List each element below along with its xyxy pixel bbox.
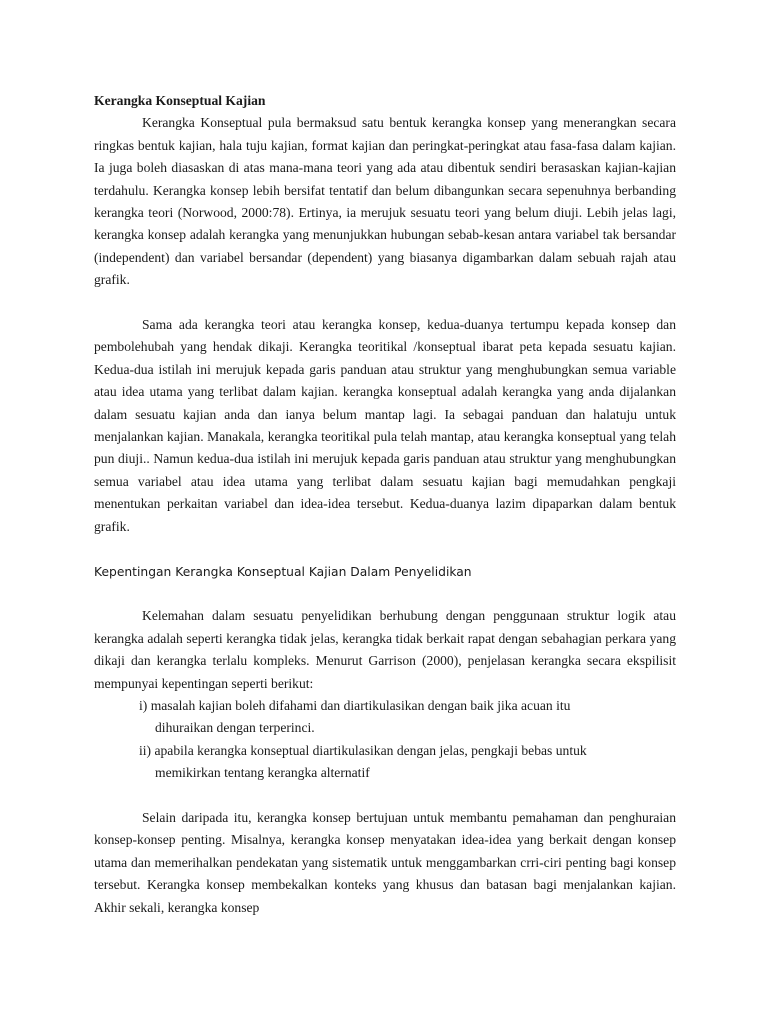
paragraph-1: Kerangka Konseptual pula bermaksud satu bentuk kerangka konsep yang menerangkan secara ringkas bentuk kajian, hala tuju kajian, format kajian dan peringkat-peringkat atau fasa-fasa dalam kajian. Ia juga boleh diasaskan di atas mana-mana teori yang ada atau dibentuk sendiri berasaskan kajian-kajian terdahulu. Kerangka konsep lebih bersifat tentatif dan belum dibangunkan secara sepenuhnya berbanding kerangka teori (Norwood, 2000:78). Ertinya, ia merujuk sesuatu teori yang belum diuji. Lebih jelas lagi, kerangka konsep adalah kerangka yang menunjukkan hubungan sebab-kesan antara variabel tak bersandar (independent) dan variabel bersandar (dependent) yang biasanya digambarkan dalam sebuah rajah atau grafik. bbox=[94, 115, 676, 288]
paragraph-gap bbox=[94, 785, 676, 807]
paragraph-4: Selain daripada itu, kerangka konsep bertujuan untuk membantu pemahaman dan penghuraian konsep-konsep penting. Misalnya, kerangka konsep menyatakan idea-idea yang berkait dengan konsep utama dan memerihalkan pendekatan yang sistematik untuk menggambarkan crri-ciri penting bagi konsep tersebut. Kerangka konsep membekalkan konteks yang khusus dan batasan bagi menjalankan kajian. Akhir sekali, kerangka konsep bbox=[94, 809, 676, 915]
list-item-continuation: dihuraikan dengan terperinci. bbox=[155, 720, 315, 736]
paragraph-2: Sama ada kerangka teori atau kerangka konsep, kedua-duanya tertumpu kepada konsep dan pembolehubah yang hendak dikaji. Kerangka teoritikal /konseptual ibarat peta kepada sesuatu kajian. Kedua-dua istilah ini merujuk kepada garis panduan atau struktur yang menghubungkan semua variable atau idea utama yang terlibat dalam kajian. kerangka konseptual adalah kerangka yang anda dijalankan dalam sesuatu kajian anda dan ianya belum mantap lagi. Ia sebagai panduan dan halatuju untuk menjalankan kajian. Manakala, kerangka teoritikal pula telah mantap, atau kerangka konseptual yang telah pun diuji.. Namun kedua-dua istilah ini merujuk kepada garis panduan atau struktur yang menghubungkan semua variabel atau idea utama yang terlibat dalam sesuatu kajian bagi memudahkan pengkaji menentukan perkaitan variabel dan idea-idea tersebut. Kedua-duanya lazim dipaparkan dalam bentuk grafik. bbox=[94, 317, 676, 534]
list-item bbox=[139, 740, 676, 785]
list-item-line: ii) apabila kerangka konseptual diartikulasikan dengan jelas, pengkaji bebas untuk bbox=[139, 742, 587, 758]
paragraph-3: Kelemahan dalam sesuatu penyelidikan berhubung dengan penggunaan struktur logik atau kerangka adalah seperti kerangka tidak jelas, kerangka tidak berkait rapat dengan sebahagian perkara yang dikaji dan kerangka terlalu kompleks. Menurut Garrison (2000), penjelasan kerangka secara ekspilisit mempunyai kepentingan seperti berikut: bbox=[94, 608, 676, 691]
document-page bbox=[94, 90, 676, 919]
section-heading: Kepentingan Kerangka Konseptual Kajian Dalam Penyelidikan bbox=[94, 564, 472, 579]
list-item bbox=[139, 695, 676, 740]
paragraph-gap bbox=[94, 292, 676, 314]
list-item-line: i) masalah kajian boleh difahami dan diartikulasikan dengan baik jika acuan itu bbox=[139, 697, 571, 713]
paragraph-gap bbox=[94, 538, 676, 560]
document-title: Kerangka Konseptual Kajian bbox=[94, 93, 266, 108]
numbered-list bbox=[94, 695, 676, 785]
paragraph-gap bbox=[94, 583, 676, 605]
list-item-continuation: memikirkan tentang kerangka alternatif bbox=[155, 765, 370, 781]
